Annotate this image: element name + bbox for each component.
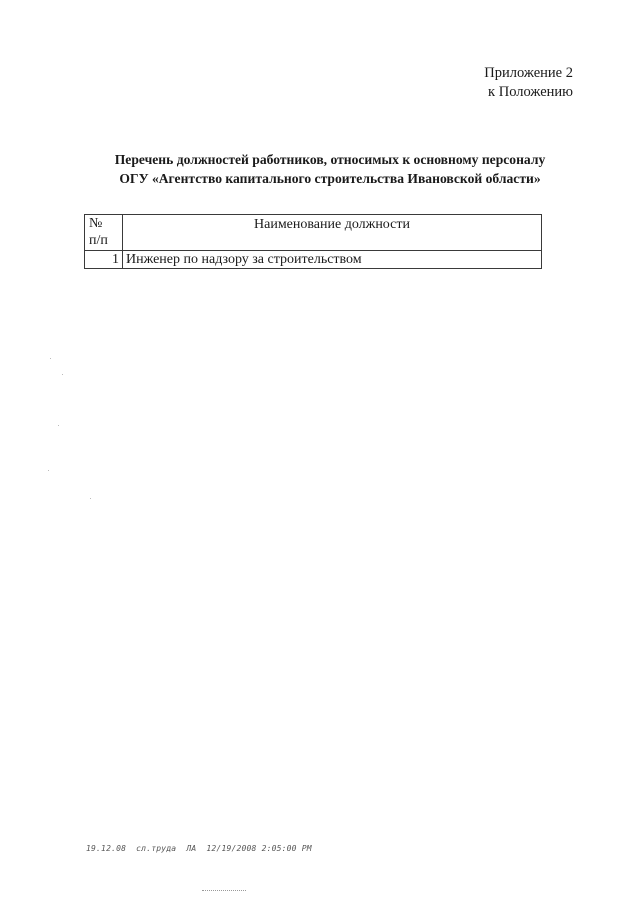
title-line-2: ОГУ «Агентство капитального строительства Ивановской области»	[119, 171, 541, 186]
table-header-row	[85, 215, 542, 251]
scan-artifact	[202, 890, 246, 893]
column-header-position-name: Наименование должности	[123, 215, 542, 251]
positions-table	[84, 214, 542, 269]
position-name: Инженер по надзору за строительством	[123, 251, 542, 269]
scan-speck	[90, 498, 91, 499]
print-footer: 19.12.08 сл.труда ЛА 12/19/2008 2:05:00 PM	[86, 844, 312, 853]
appendix-number: Приложение 2	[484, 65, 573, 81]
title-line-1: Перечень должностей работников, относимых к основному персоналу	[114, 152, 546, 167]
column-header-number-line-1: №	[89, 216, 103, 231]
column-header-number-line-2: п/п	[89, 233, 108, 248]
scan-speck	[50, 358, 51, 359]
column-header-number	[85, 215, 123, 251]
scan-speck	[58, 425, 59, 426]
document-title	[60, 150, 600, 188]
scan-speck	[62, 374, 63, 375]
appendix-reference	[484, 64, 573, 102]
table-row	[85, 251, 542, 269]
scan-speck	[48, 470, 49, 471]
appendix-target: к Положению	[488, 84, 573, 100]
row-number: 1	[85, 251, 123, 269]
